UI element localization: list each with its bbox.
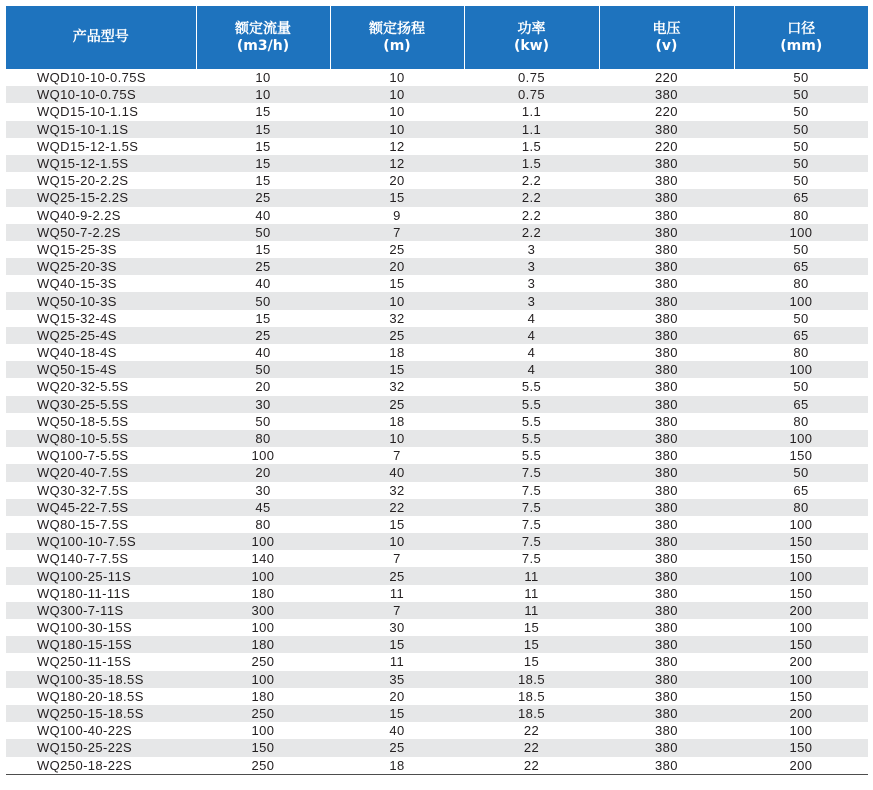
header-power: 功率 (kw) [464, 6, 599, 69]
cell-head: 18 [330, 757, 464, 775]
table-row [6, 688, 868, 705]
table-row [6, 69, 868, 86]
cell-head: 7 [330, 602, 464, 619]
cell-caliber: 150 [789, 448, 813, 464]
cell-model: WQ80-15-7.5S [37, 516, 129, 532]
cell-caliber: 150 [789, 585, 813, 601]
cell-voltage: 380 [599, 739, 734, 756]
header-voltage: 电压 (v) [599, 6, 734, 69]
cell-voltage: 380 [599, 602, 734, 619]
cell-power: 7.5 [521, 551, 542, 567]
cell-caliber: 150 [734, 533, 868, 550]
cell-caliber: 50 [734, 121, 868, 138]
cell-power: 18.5 [518, 688, 545, 704]
cell-head: 25 [330, 739, 464, 756]
cell-model: WQ20-40-7.5S [6, 464, 196, 481]
cell-model: WQ45-22-7.5S [6, 499, 196, 516]
cell-voltage: 380 [599, 224, 734, 241]
cell-voltage: 380 [599, 189, 734, 206]
cell-caliber: 100 [789, 723, 813, 739]
cell-head: 15 [330, 705, 464, 722]
cell-power: 4 [527, 345, 536, 361]
cell-caliber: 80 [734, 499, 868, 516]
cell-head: 18 [389, 345, 405, 361]
cell-power: 11 [464, 602, 599, 619]
cell-voltage: 380 [655, 448, 678, 464]
cell-model: WQ250-15-18.5S [6, 705, 196, 722]
cell-model: WQ150-25-22S [6, 739, 196, 756]
cell-power: 22 [464, 739, 599, 756]
cell-voltage: 380 [655, 688, 678, 704]
header-model: 产品型号 [6, 6, 196, 69]
cell-power: 2.2 [521, 173, 542, 189]
cell-caliber: 80 [793, 345, 809, 361]
cell-power: 0.75 [518, 70, 545, 86]
table-row [6, 739, 868, 756]
cell-model: WQ30-32-7.5S [37, 482, 129, 498]
cell-flow: 140 [251, 551, 275, 567]
cell-power: 22 [464, 757, 599, 775]
cell-power: 1.5 [521, 138, 542, 154]
cell-flow: 15 [255, 310, 271, 326]
cell-power: 7.5 [464, 499, 599, 516]
cell-model: WQ140-7-7.5S [37, 551, 129, 567]
cell-caliber: 50 [793, 104, 809, 120]
cell-caliber: 50 [793, 138, 809, 154]
cell-flow: 15 [255, 241, 271, 257]
cell-flow: 15 [196, 155, 330, 172]
cell-head: 15 [389, 276, 405, 292]
cell-head: 10 [389, 70, 405, 86]
cell-flow: 25 [196, 327, 330, 344]
table-row [6, 361, 868, 378]
cell-voltage: 380 [599, 671, 734, 688]
table-row [6, 344, 868, 361]
cell-head: 10 [389, 104, 405, 120]
cell-power: 11 [524, 585, 539, 601]
cell-power: 5.5 [521, 379, 542, 395]
table-row [6, 413, 868, 430]
cell-caliber: 50 [734, 464, 868, 481]
table-row [6, 464, 868, 481]
cell-voltage: 380 [655, 379, 678, 395]
cell-voltage: 380 [655, 310, 678, 326]
cell-voltage: 380 [599, 636, 734, 653]
table-row [6, 671, 868, 688]
cell-caliber: 150 [789, 551, 813, 567]
table-row [6, 103, 868, 120]
cell-model: WQ100-25-11S [6, 567, 196, 584]
cell-voltage: 380 [655, 207, 678, 223]
cell-model: WQ180-15-15S [6, 636, 196, 653]
cell-flow: 40 [255, 276, 271, 292]
cell-head: 7 [330, 224, 464, 241]
cell-voltage: 380 [599, 567, 734, 584]
cell-caliber: 100 [734, 671, 868, 688]
table-row [6, 516, 868, 533]
cell-model: WQ100-7-5.5S [37, 448, 129, 464]
cell-head: 25 [330, 567, 464, 584]
cell-caliber: 50 [793, 70, 809, 86]
cell-flow: 15 [255, 173, 271, 189]
cell-voltage: 380 [655, 585, 678, 601]
cell-voltage: 380 [655, 413, 678, 429]
cell-flow: 250 [196, 705, 330, 722]
cell-head: 10 [330, 86, 464, 103]
cell-head: 18 [389, 413, 405, 429]
cell-flow: 100 [251, 620, 275, 636]
cell-power: 3 [464, 292, 599, 309]
cell-model: WQ15-25-3S [37, 241, 117, 257]
cell-voltage: 380 [655, 276, 678, 292]
cell-voltage: 380 [599, 258, 734, 275]
cell-caliber: 100 [789, 516, 813, 532]
cell-flow: 100 [196, 671, 330, 688]
cell-caliber: 100 [734, 567, 868, 584]
cell-flow: 30 [196, 396, 330, 413]
cell-model: WQ80-10-5.5S [6, 430, 196, 447]
cell-power: 7.5 [521, 482, 542, 498]
cell-power: 18.5 [464, 705, 599, 722]
cell-model: WQ10-10-0.75S [6, 86, 196, 103]
cell-voltage: 220 [655, 138, 678, 154]
cell-head: 32 [389, 379, 405, 395]
cell-flow: 100 [251, 723, 275, 739]
cell-voltage: 380 [655, 551, 678, 567]
cell-model: WQ15-12-1.5S [6, 155, 196, 172]
cell-flow: 100 [196, 567, 330, 584]
table-row [6, 447, 868, 464]
cell-model: WQ100-35-18.5S [6, 671, 196, 688]
cell-caliber: 200 [734, 602, 868, 619]
cell-head: 25 [330, 396, 464, 413]
cell-power: 15 [523, 654, 540, 670]
cell-head: 32 [389, 310, 405, 326]
cell-head: 15 [330, 361, 464, 378]
cell-head: 20 [389, 173, 405, 189]
cell-caliber: 80 [793, 207, 809, 223]
cell-voltage: 380 [599, 430, 734, 447]
cell-power: 3 [464, 258, 599, 275]
cell-model: WQ250-18-22S [6, 757, 196, 775]
cell-head: 15 [330, 636, 464, 653]
table-row [6, 207, 868, 224]
cell-power: 2.2 [464, 224, 599, 241]
table-row [6, 585, 868, 602]
cell-caliber: 65 [734, 327, 868, 344]
table-row [6, 757, 868, 775]
cell-model: WQ15-32-4S [37, 310, 117, 326]
cell-voltage: 380 [655, 482, 678, 498]
table-row [6, 482, 868, 499]
table-row [6, 172, 868, 189]
cell-power: 5.5 [521, 413, 542, 429]
table-row [6, 636, 868, 653]
cell-voltage: 380 [655, 173, 678, 189]
cell-head: 10 [330, 533, 464, 550]
cell-flow: 50 [196, 292, 330, 309]
cell-voltage: 380 [599, 533, 734, 550]
table-row [6, 396, 868, 413]
cell-head: 22 [330, 499, 464, 516]
cell-flow: 10 [255, 70, 271, 86]
cell-model: WQ40-15-3S [37, 276, 117, 292]
cell-caliber: 150 [734, 739, 868, 756]
cell-voltage: 380 [655, 620, 678, 636]
cell-power: 7.5 [464, 533, 599, 550]
cell-voltage: 380 [599, 121, 734, 138]
cell-power: 4 [464, 361, 599, 378]
cell-model: WQ180-20-18.5S [37, 688, 144, 704]
cell-voltage: 380 [599, 464, 734, 481]
cell-head: 10 [330, 292, 464, 309]
cell-voltage: 380 [655, 345, 678, 361]
cell-flow: 80 [255, 516, 271, 532]
cell-voltage: 380 [655, 516, 678, 532]
table-row [6, 292, 868, 309]
cell-caliber: 50 [793, 173, 809, 189]
cell-flow: 45 [196, 499, 330, 516]
cell-caliber: 150 [789, 688, 813, 704]
cell-flow: 180 [196, 636, 330, 653]
cell-caliber: 65 [734, 396, 868, 413]
cell-power: 11 [464, 567, 599, 584]
cell-voltage: 380 [599, 499, 734, 516]
table-row [6, 705, 868, 722]
cell-model: WQ100-10-7.5S [6, 533, 196, 550]
cell-flow: 100 [196, 533, 330, 550]
cell-voltage: 380 [599, 327, 734, 344]
cell-model: WQ30-25-5.5S [6, 396, 196, 413]
cell-flow: 180 [251, 585, 275, 601]
cell-flow: 40 [255, 207, 271, 223]
cell-head: 20 [389, 688, 405, 704]
cell-flow: 100 [251, 448, 275, 464]
cell-model: WQ100-30-15S [37, 620, 133, 636]
table-row [6, 86, 868, 103]
table-body [6, 69, 868, 774]
cell-model: WQD10-10-0.75S [37, 70, 146, 86]
table-row [6, 258, 868, 275]
cell-model: WQ20-32-5.5S [37, 379, 129, 395]
cell-model: WQ25-20-3S [6, 258, 196, 275]
cell-model: WQD15-10-1.1S [37, 104, 139, 120]
cell-voltage: 220 [655, 70, 678, 86]
cell-power: 1.1 [464, 121, 599, 138]
cell-caliber: 50 [734, 155, 868, 172]
table-row [6, 602, 868, 619]
cell-flow: 250 [251, 654, 275, 670]
table-row [6, 241, 868, 258]
spec-table [6, 6, 868, 775]
cell-voltage: 380 [655, 723, 678, 739]
cell-voltage: 380 [599, 86, 734, 103]
table-row [6, 155, 868, 172]
cell-head: 7 [393, 551, 401, 567]
cell-flow: 25 [196, 258, 330, 275]
cell-caliber: 65 [734, 189, 868, 206]
cell-flow: 15 [196, 121, 330, 138]
cell-power: 22 [523, 723, 540, 739]
cell-voltage: 220 [655, 104, 678, 120]
table-row [6, 430, 868, 447]
cell-model: WQ50-7-2.2S [6, 224, 196, 241]
header-flow: 额定流量 (m3/h) [196, 6, 330, 69]
table-row [6, 189, 868, 206]
cell-power: 4 [527, 310, 536, 326]
cell-caliber: 50 [734, 86, 868, 103]
cell-model: WQ300-7-11S [6, 602, 196, 619]
cell-flow: 180 [251, 688, 275, 704]
cell-power: 1.1 [521, 104, 542, 120]
cell-head: 15 [330, 189, 464, 206]
cell-head: 40 [330, 464, 464, 481]
cell-flow: 20 [255, 379, 271, 395]
cell-head: 30 [389, 620, 405, 636]
cell-caliber: 100 [734, 430, 868, 447]
cell-head: 12 [389, 138, 405, 154]
cell-model: WQ40-18-4S [37, 345, 117, 361]
cell-caliber: 100 [734, 292, 868, 309]
cell-caliber: 100 [789, 620, 813, 636]
header-row [6, 6, 868, 69]
cell-power: 18.5 [464, 671, 599, 688]
cell-caliber: 150 [734, 636, 868, 653]
cell-power: 5.5 [521, 448, 542, 464]
cell-voltage: 380 [599, 396, 734, 413]
cell-power: 7.5 [521, 516, 542, 532]
cell-model: WQ50-18-5.5S [37, 413, 129, 429]
cell-power: 2.2 [464, 189, 599, 206]
cell-model: WQD15-12-1.5S [37, 138, 139, 154]
cell-flow: 50 [196, 361, 330, 378]
cell-flow: 150 [196, 739, 330, 756]
cell-voltage: 380 [599, 292, 734, 309]
cell-voltage: 380 [599, 361, 734, 378]
cell-model: WQ15-20-2.2S [37, 173, 129, 189]
cell-flow: 15 [255, 104, 271, 120]
cell-caliber: 100 [734, 224, 868, 241]
table-row [6, 138, 868, 155]
cell-flow: 50 [255, 413, 271, 429]
cell-power: 3 [527, 276, 536, 292]
header-head: 额定扬程 (m) [330, 6, 464, 69]
cell-caliber: 200 [789, 654, 813, 670]
cell-flow: 15 [255, 138, 271, 154]
cell-caliber: 100 [734, 361, 868, 378]
cell-flow: 10 [196, 86, 330, 103]
cell-caliber: 80 [793, 413, 809, 429]
cell-power: 15 [523, 620, 540, 636]
cell-power: 4 [464, 327, 599, 344]
cell-caliber: 200 [734, 705, 868, 722]
cell-head: 11 [389, 654, 405, 670]
cell-caliber: 65 [734, 258, 868, 275]
table-row [6, 224, 868, 241]
cell-power: 5.5 [464, 396, 599, 413]
cell-head: 40 [389, 723, 405, 739]
cell-head: 20 [330, 258, 464, 275]
cell-head: 9 [393, 207, 401, 223]
cell-model: WQ50-10-3S [6, 292, 196, 309]
cell-power: 15 [464, 636, 599, 653]
cell-model: WQ15-10-1.1S [6, 121, 196, 138]
cell-flow: 25 [196, 189, 330, 206]
cell-flow: 40 [255, 345, 271, 361]
table-row [6, 121, 868, 138]
table-row [6, 550, 868, 567]
cell-head: 15 [389, 516, 405, 532]
cell-head: 12 [330, 155, 464, 172]
cell-power: 7.5 [464, 464, 599, 481]
cell-flow: 250 [196, 757, 330, 775]
cell-head: 11 [389, 585, 405, 601]
table-row [6, 275, 868, 292]
cell-caliber: 50 [793, 310, 809, 326]
cell-model: WQ25-15-2.2S [6, 189, 196, 206]
cell-flow: 300 [196, 602, 330, 619]
cell-voltage: 380 [655, 654, 678, 670]
cell-head: 7 [393, 448, 401, 464]
cell-model: WQ180-11-11S [37, 585, 131, 601]
cell-power: 0.75 [464, 86, 599, 103]
cell-model: WQ100-40-22S [37, 723, 133, 739]
cell-caliber: 65 [793, 482, 809, 498]
spec-table-container [6, 6, 868, 775]
table-row [6, 722, 868, 739]
table-row [6, 533, 868, 550]
cell-caliber: 80 [793, 276, 809, 292]
cell-head: 10 [330, 430, 464, 447]
table-header [6, 6, 868, 69]
cell-head: 25 [330, 327, 464, 344]
cell-caliber: 200 [734, 757, 868, 775]
cell-power: 2.2 [521, 207, 542, 223]
cell-power: 3 [527, 241, 536, 257]
table-row [6, 327, 868, 344]
cell-power: 5.5 [464, 430, 599, 447]
table-row [6, 567, 868, 584]
table-row [6, 310, 868, 327]
cell-model: WQ50-15-4S [6, 361, 196, 378]
cell-flow: 80 [196, 430, 330, 447]
cell-model: WQ25-25-4S [6, 327, 196, 344]
cell-head: 32 [389, 482, 405, 498]
cell-power: 1.5 [464, 155, 599, 172]
cell-head: 35 [330, 671, 464, 688]
header-caliber: 口径 (mm) [734, 6, 868, 69]
table-row [6, 653, 868, 670]
table-row [6, 378, 868, 395]
cell-model: WQ40-9-2.2S [37, 207, 121, 223]
cell-flow: 30 [255, 482, 271, 498]
cell-caliber: 50 [793, 241, 809, 257]
cell-voltage: 380 [599, 757, 734, 775]
cell-voltage: 380 [599, 155, 734, 172]
cell-head: 25 [389, 241, 405, 257]
cell-flow: 50 [196, 224, 330, 241]
table-row [6, 619, 868, 636]
cell-head: 10 [330, 121, 464, 138]
cell-flow: 20 [196, 464, 330, 481]
cell-voltage: 380 [655, 241, 678, 257]
cell-voltage: 380 [599, 705, 734, 722]
cell-caliber: 50 [793, 379, 809, 395]
cell-model: WQ250-11-15S [37, 654, 132, 670]
table-row [6, 499, 868, 516]
